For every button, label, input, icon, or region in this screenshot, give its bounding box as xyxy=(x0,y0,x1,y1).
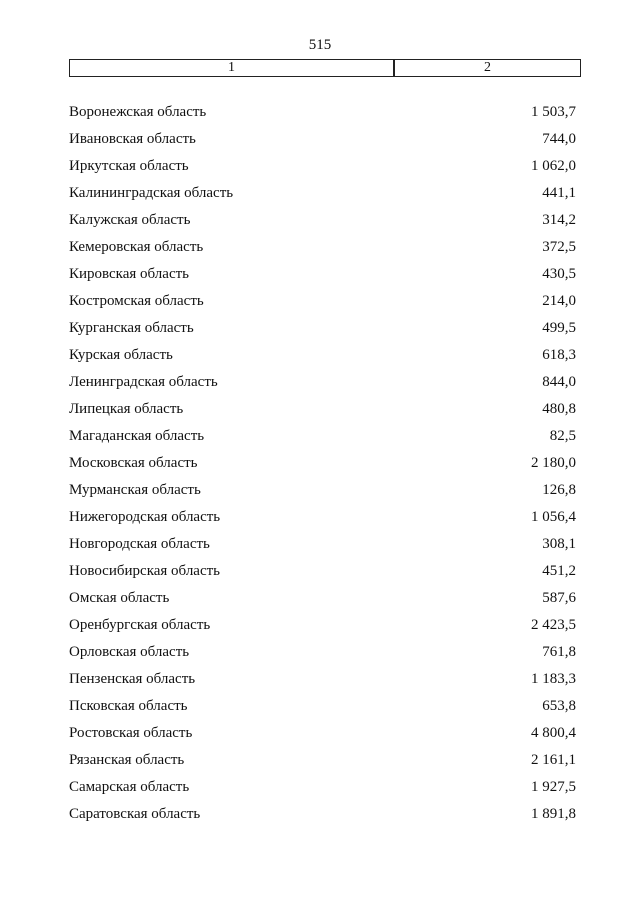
region-name: Московская область xyxy=(69,455,198,471)
region-name: Ленинградская область xyxy=(69,374,218,390)
table-row xyxy=(69,291,576,318)
region-value-list xyxy=(69,102,576,831)
table-row xyxy=(69,183,576,210)
region-value: 430,5 xyxy=(542,266,576,282)
region-name: Курганская область xyxy=(69,320,194,336)
table-row xyxy=(69,237,576,264)
table-row xyxy=(69,669,576,696)
region-value: 372,5 xyxy=(542,239,576,255)
column-header-1: 1 xyxy=(70,60,395,76)
region-name: Магаданская область xyxy=(69,428,205,444)
table-row xyxy=(69,210,576,237)
region-value: 761,8 xyxy=(542,644,576,660)
region-name: Новосибирская область xyxy=(69,563,221,579)
region-value: 844,0 xyxy=(542,374,576,390)
table-row xyxy=(69,345,576,372)
region-value: 1 062,0 xyxy=(531,158,576,174)
table-row xyxy=(69,804,576,831)
column-header-table xyxy=(69,59,581,77)
region-name: Ростовская область xyxy=(69,725,193,741)
region-value: 1 183,3 xyxy=(531,671,576,687)
region-value: 441,1 xyxy=(542,185,576,201)
region-name: Ивановская область xyxy=(69,131,196,147)
table-row xyxy=(69,588,576,615)
region-value: 2 180,0 xyxy=(531,455,576,471)
region-value: 653,8 xyxy=(542,698,576,714)
table-row xyxy=(69,399,576,426)
region-name: Новгородская область xyxy=(69,536,210,552)
table-row xyxy=(69,507,576,534)
page-number: 515 xyxy=(308,37,332,53)
region-name: Нижегородская область xyxy=(69,509,221,525)
region-name: Липецкая область xyxy=(69,401,184,417)
region-value: 480,8 xyxy=(542,401,576,417)
region-value: 1 056,4 xyxy=(531,509,576,525)
table-row xyxy=(69,102,576,129)
region-name: Рязанская область xyxy=(69,752,185,768)
region-value: 744,0 xyxy=(542,131,576,147)
region-name: Иркутская область xyxy=(69,158,189,174)
table-row xyxy=(69,453,576,480)
region-value: 126,8 xyxy=(542,482,576,498)
region-value: 308,1 xyxy=(542,536,576,552)
region-value: 499,5 xyxy=(542,320,576,336)
region-value: 618,3 xyxy=(542,347,576,363)
table-row xyxy=(69,129,576,156)
region-value: 1 927,5 xyxy=(531,779,576,795)
table-row xyxy=(69,264,576,291)
table-row xyxy=(69,156,576,183)
table-row xyxy=(69,318,576,345)
region-name: Кировская область xyxy=(69,266,190,282)
region-value: 451,2 xyxy=(542,563,576,579)
region-value: 2 423,5 xyxy=(531,617,576,633)
region-name: Калужская область xyxy=(69,212,191,228)
region-value: 82,5 xyxy=(549,428,576,444)
table-row xyxy=(69,777,576,804)
region-name: Кемеровская область xyxy=(69,239,204,255)
table-row xyxy=(69,642,576,669)
column-header-2: 2 xyxy=(484,60,491,75)
region-name: Оренбургская область xyxy=(69,617,211,633)
table-row xyxy=(69,723,576,750)
region-name: Самарская область xyxy=(69,779,190,795)
table-row xyxy=(69,480,576,507)
table-row xyxy=(69,750,576,777)
region-value: 214,0 xyxy=(542,293,576,309)
region-name: Пензенская область xyxy=(69,671,196,687)
region-name: Орловская область xyxy=(69,644,190,660)
table-row xyxy=(69,615,576,642)
table-row xyxy=(69,372,576,399)
table-row xyxy=(69,426,576,453)
table-row xyxy=(69,696,576,723)
table-row xyxy=(69,534,576,561)
region-value: 2 161,1 xyxy=(531,752,576,768)
region-name: Мурманская область xyxy=(69,482,201,498)
region-name: Воронежская область xyxy=(69,104,207,120)
region-value: 314,2 xyxy=(542,212,576,228)
table-row xyxy=(69,561,576,588)
region-value: 1 503,7 xyxy=(531,104,576,120)
region-value: 4 800,4 xyxy=(531,725,576,741)
region-name: Костромская область xyxy=(69,293,204,309)
region-value: 587,6 xyxy=(542,590,576,606)
region-name: Саратовская область xyxy=(69,806,201,822)
region-name: Курская область xyxy=(69,347,173,363)
region-name: Калининградская область xyxy=(69,185,234,201)
region-value: 1 891,8 xyxy=(531,806,576,822)
region-name: Омская область xyxy=(69,590,170,606)
region-name: Псковская область xyxy=(69,698,188,714)
